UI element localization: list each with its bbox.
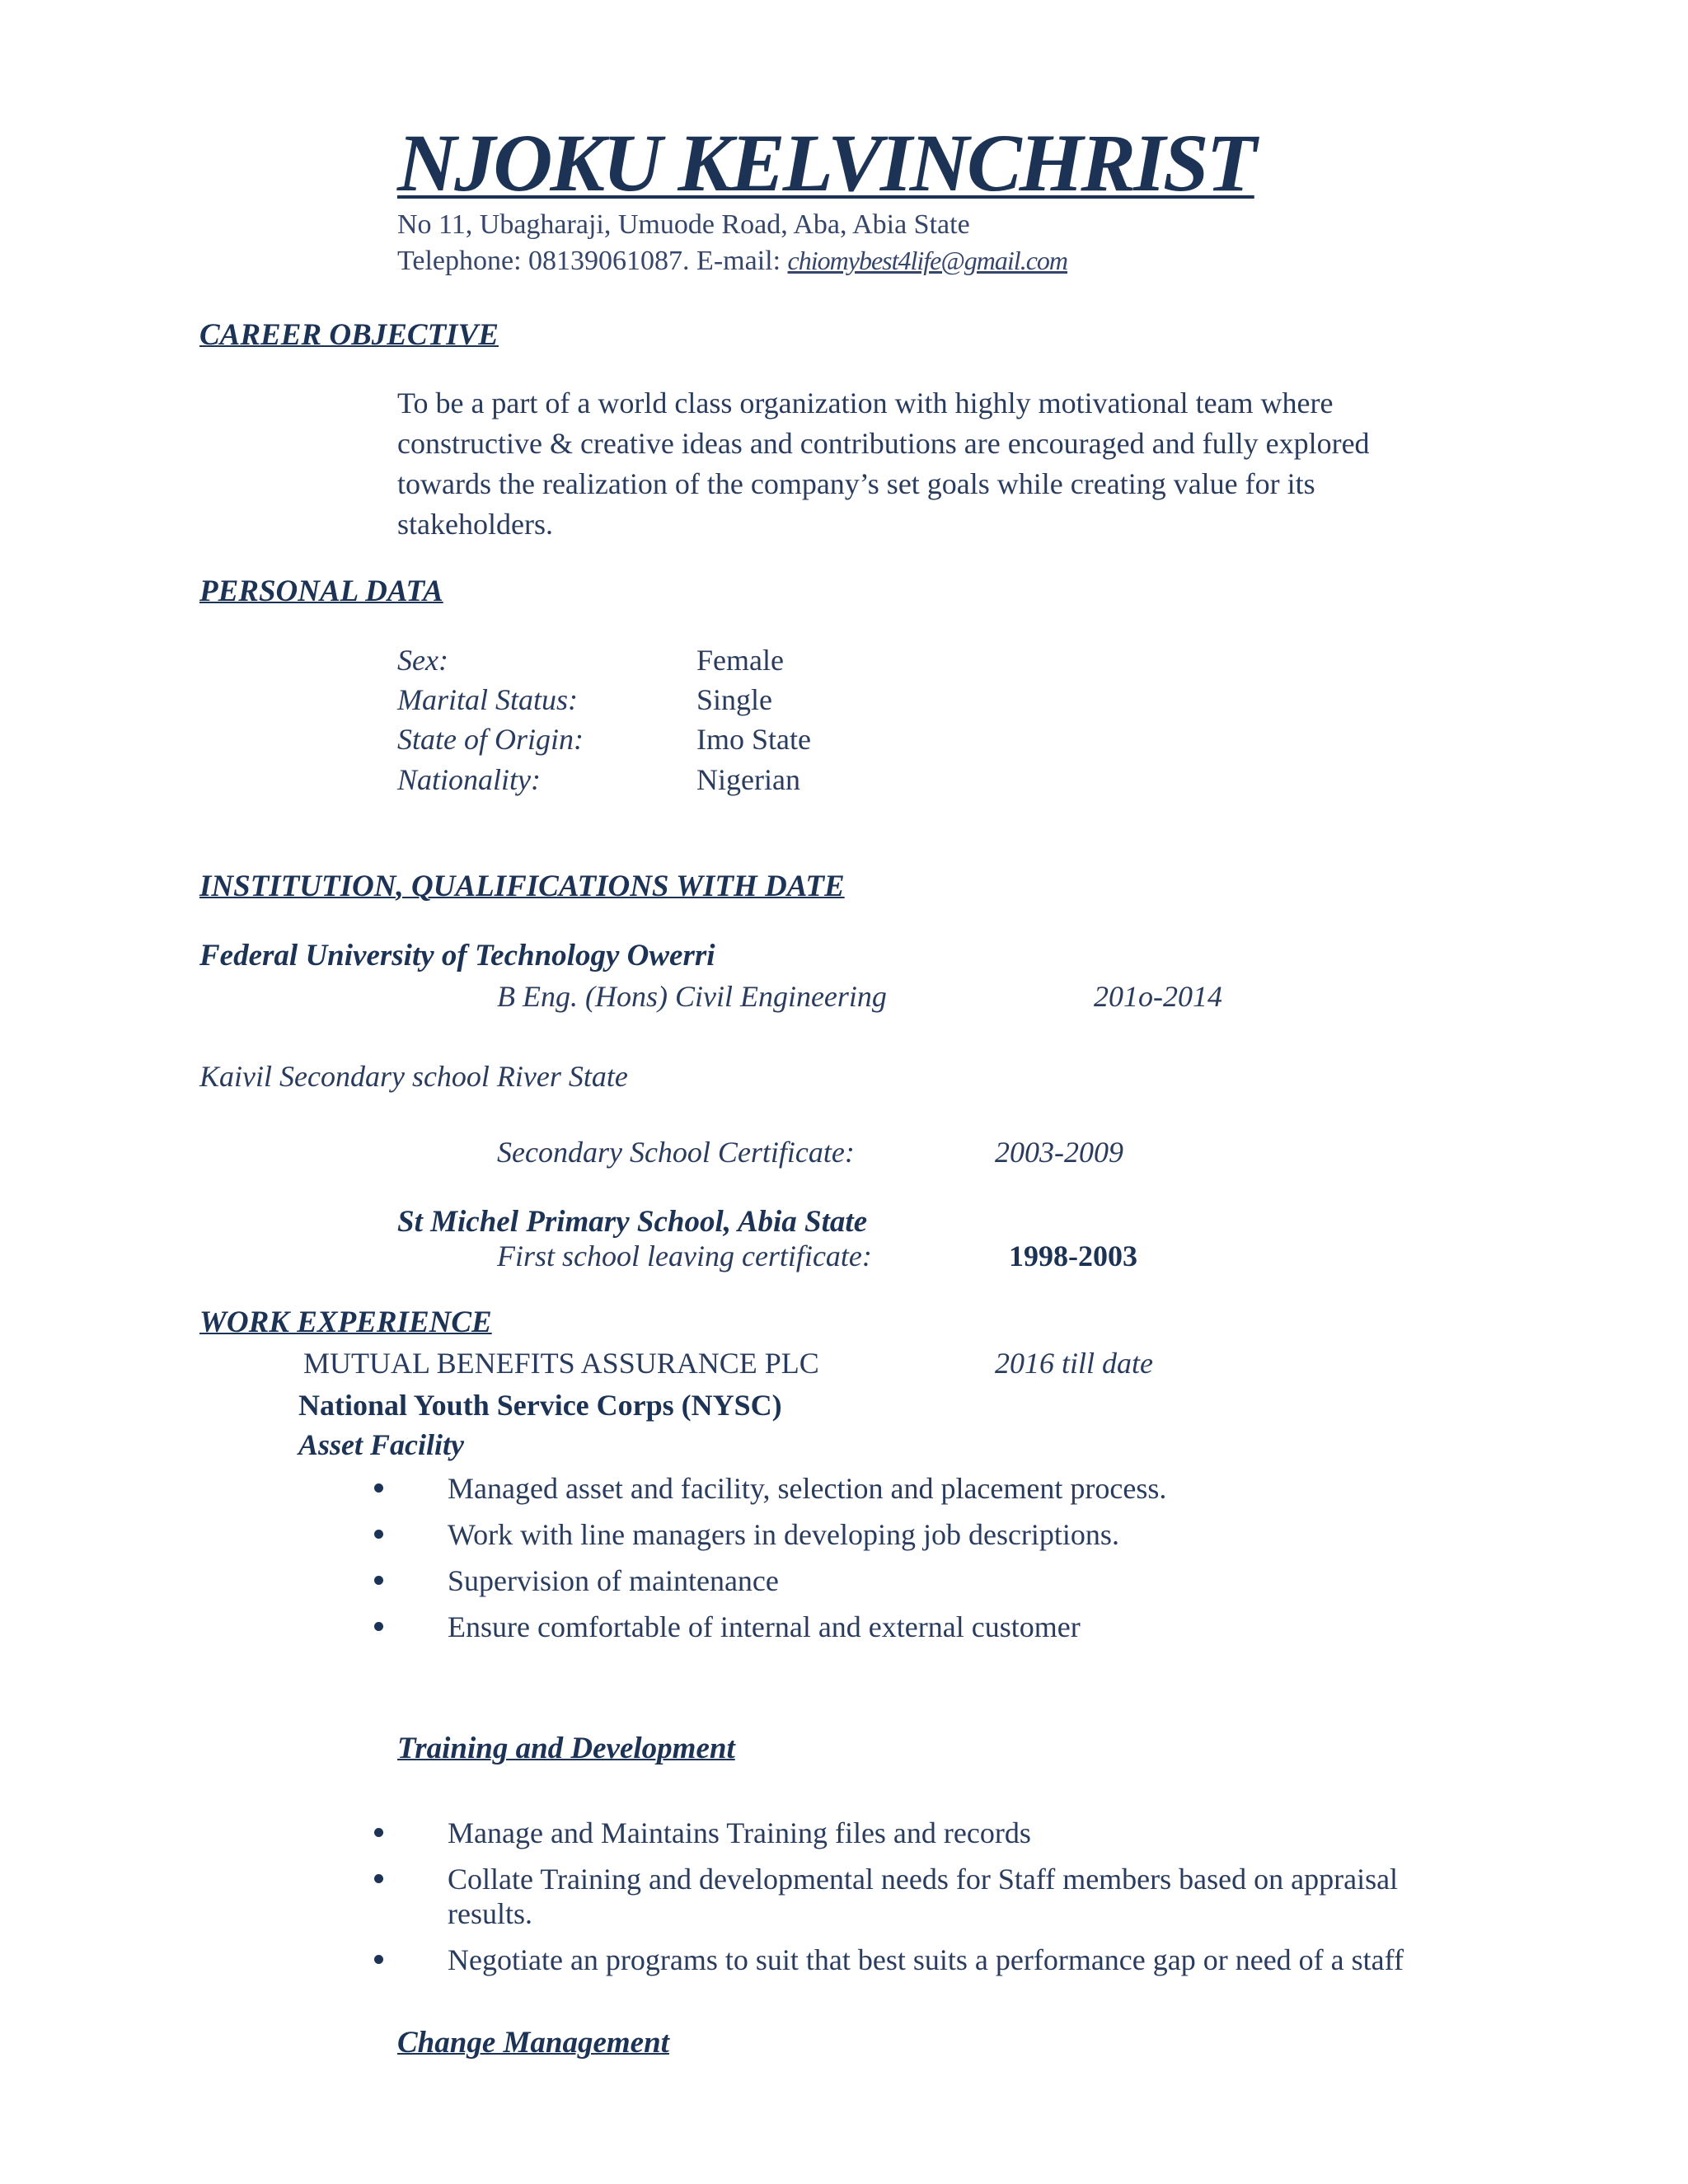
personal-value-state-of-origin: Imo State [696, 723, 811, 756]
personal-label-nationality: Nationality: [397, 763, 541, 796]
training-heading: Training and Development [397, 1732, 735, 1765]
bullet-icon [374, 1483, 383, 1493]
work-experience-heading: WORK EXPERIENCE [199, 1305, 492, 1339]
list-item [369, 1862, 1441, 1931]
work-duties-list [369, 1465, 1166, 1650]
career-objective-text: To be a part of a world class organization with highly motivational team where constructive & creative ideas and contributions are encouraged and fully explored towards the realization of the company’s set goals while creating value for its stakeholders. [397, 387, 1370, 541]
bullet-icon [374, 1530, 383, 1539]
bullet-icon [374, 1955, 383, 1964]
personal-value-sex: Female [696, 644, 784, 677]
duty-text: Managed asset and facility, selection and placement process. [448, 1472, 1167, 1505]
qualification-secondary: Secondary School Certificate: [497, 1136, 855, 1169]
duty-text: Work with line managers in developing job descriptions. [448, 1518, 1119, 1551]
bullet-icon [374, 1576, 383, 1585]
institution-university: Federal University of Technology Owerri [199, 939, 715, 972]
list-item [369, 1465, 1166, 1511]
career-objective-heading: CAREER OBJECTIVE [199, 318, 499, 352]
date-primary: 1998-2003 [1009, 1240, 1137, 1272]
telephone-text: Telephone: 08139061087. E-mail: [397, 246, 788, 276]
qualification-university: B Eng. (Hons) Civil Engineering [497, 980, 887, 1013]
email-link[interactable]: chiomybest4life@gmail.com [787, 246, 1067, 275]
institution-primary: St Michel Primary School, Abia State [397, 1205, 868, 1239]
change-management-heading: Change Management [397, 2026, 669, 2060]
personal-data-heading: PERSONAL DATA [199, 574, 443, 608]
list-item [369, 1558, 1166, 1604]
training-text: Collate Training and developmental needs for Staff members based on appraisal results. [448, 1863, 1399, 1930]
address-line: No 11, Ubagharaji, Umuode Road, Aba, Abia State [397, 209, 970, 240]
personal-label-state-of-origin: State of Origin: [397, 723, 584, 756]
list-item [369, 1604, 1166, 1650]
applicant-name: NJOKU KELVINCHRIST [397, 117, 1254, 209]
qualification-primary: First school leaving certificate: [497, 1240, 872, 1272]
work-role: Asset Facility [298, 1428, 464, 1461]
list-item [369, 1816, 1441, 1850]
list-item [369, 1943, 1441, 1977]
personal-label-sex: Sex: [397, 644, 448, 677]
duty-text: Ensure comfortable of internal and external customer [448, 1610, 1081, 1643]
bullet-icon [374, 1622, 383, 1631]
training-text: Negotiate an programs to suit that best suits a performance gap or need of a staff [448, 1943, 1404, 1976]
education-heading: INSTITUTION, QUALIFICATIONS WITH DATE [199, 869, 845, 903]
training-list [369, 1816, 1441, 1989]
work-period: 2016 till date [995, 1347, 1153, 1380]
bullet-icon [374, 1874, 383, 1883]
work-company: MUTUAL BENEFITS ASSURANCE PLC [303, 1347, 819, 1380]
date-secondary: 2003-2009 [995, 1136, 1123, 1169]
work-organization: National Youth Service Corps (NYSC) [298, 1389, 782, 1422]
list-item [369, 1511, 1166, 1558]
personal-value-marital-status: Single [696, 683, 773, 716]
bullet-icon [374, 1828, 383, 1837]
duty-text: Supervision of maintenance [448, 1564, 779, 1597]
date-university: 201o-2014 [1094, 980, 1222, 1013]
institution-secondary: Kaivil Secondary school River State [199, 1060, 628, 1093]
personal-label-marital-status: Marital Status: [397, 683, 579, 716]
personal-value-nationality: Nigerian [696, 763, 800, 796]
contact-line [397, 246, 1067, 277]
training-text: Manage and Maintains Training files and records [448, 1816, 1031, 1849]
